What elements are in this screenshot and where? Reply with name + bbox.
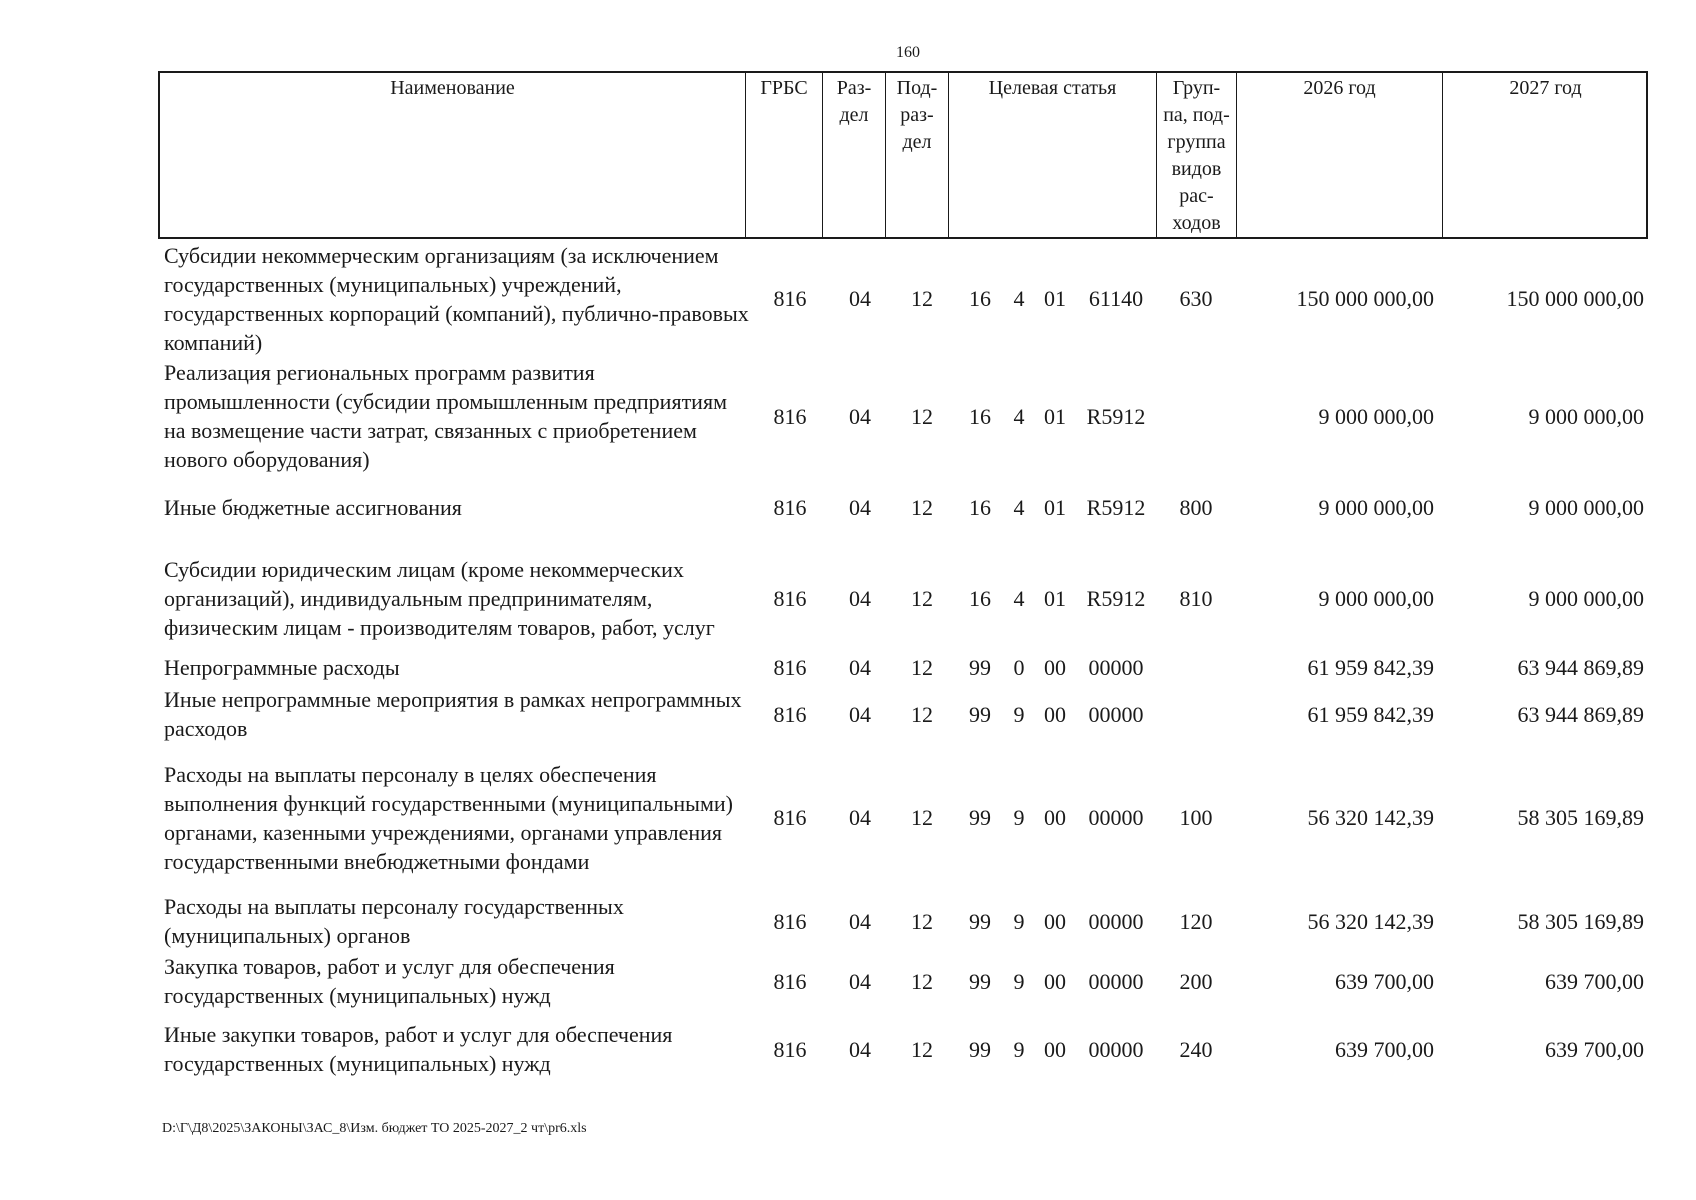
row-name-cell: Расходы на выплаты персоналу в целях обеспечения выполнения функций государственными (муниципальными) органами, казенными учреждениями, органами управления государственными внебюджетными фондами bbox=[164, 761, 733, 874]
row-name-cell: Непрограммные расходы bbox=[164, 654, 400, 680]
target-program-cell: 16 bbox=[969, 585, 991, 611]
razdel-cell: 04 bbox=[849, 654, 871, 680]
target-direction-cell: 00000 bbox=[1088, 1036, 1144, 1062]
target-subprogram-cell: 9 bbox=[1013, 701, 1025, 727]
target-event-cell: 00 bbox=[1044, 701, 1066, 727]
target-event-cell: 00 bbox=[1044, 908, 1066, 934]
amount-2027-cell: 9 000 000,00 bbox=[1528, 403, 1644, 429]
razdel-cell: 04 bbox=[849, 1036, 871, 1062]
amount-2027-cell: 9 000 000,00 bbox=[1528, 494, 1644, 520]
amount-2026-cell: 56 320 142,39 bbox=[1307, 805, 1434, 830]
table-row bbox=[158, 1020, 1648, 1078]
table-row bbox=[158, 539, 1648, 657]
expense-group-cell: 120 bbox=[1179, 908, 1213, 934]
amount-2026-cell: 9 000 000,00 bbox=[1318, 403, 1434, 429]
amount-2027-cell: 639 700,00 bbox=[1545, 968, 1644, 994]
target-direction-cell: 00000 bbox=[1088, 701, 1144, 727]
razdel-cell: 04 bbox=[849, 805, 871, 830]
table-row bbox=[158, 492, 1648, 522]
target-subprogram-cell: 4 bbox=[1013, 494, 1025, 520]
table-row bbox=[158, 652, 1648, 682]
row-name-cell: Реализация региональных программ развития промышленности (субсидии промышленным предприятиям на возмещение части затрат, связанных с приобретением нового оборудования) bbox=[164, 360, 727, 472]
expense-group-cell: 200 bbox=[1179, 968, 1213, 994]
razdel-cell: 04 bbox=[849, 494, 871, 520]
razdel-cell: 04 bbox=[849, 585, 871, 611]
amount-2026-cell: 150 000 000,00 bbox=[1296, 286, 1434, 311]
target-event-cell: 01 bbox=[1044, 585, 1066, 611]
expense-group-cell: 800 bbox=[1179, 494, 1213, 520]
podrazdel-cell: 12 bbox=[911, 968, 933, 994]
grbs-cell: 816 bbox=[773, 585, 807, 611]
grbs-cell: 816 bbox=[773, 1036, 807, 1062]
target-subprogram-cell: 9 bbox=[1013, 1036, 1025, 1062]
row-name-cell: Иные бюджетные ассигнования bbox=[164, 494, 462, 520]
row-name-cell: Расходы на выплаты персоналу государственных (муниципальных) органов bbox=[164, 894, 624, 948]
grbs-cell: 816 bbox=[773, 403, 807, 429]
target-direction-cell: R5912 bbox=[1086, 494, 1146, 520]
target-event-cell: 00 bbox=[1044, 1036, 1066, 1062]
row-name-cell: Иные непрограммные мероприятия в рамках непрограммных расходов bbox=[164, 687, 742, 741]
grbs-cell: 816 bbox=[773, 286, 807, 311]
target-program-cell: 16 bbox=[969, 403, 991, 429]
amount-2026-cell: 56 320 142,39 bbox=[1307, 908, 1434, 934]
amount-2027-cell: 639 700,00 bbox=[1545, 1036, 1644, 1062]
target-program-cell: 99 bbox=[969, 701, 991, 727]
target-event-cell: 01 bbox=[1044, 494, 1066, 520]
target-direction-cell: R5912 bbox=[1086, 403, 1146, 429]
razdel-cell: 04 bbox=[849, 908, 871, 934]
amount-2026-cell: 9 000 000,00 bbox=[1318, 494, 1434, 520]
target-program-cell: 16 bbox=[969, 494, 991, 520]
podrazdel-cell: 12 bbox=[911, 701, 933, 727]
amount-2026-cell: 639 700,00 bbox=[1335, 968, 1434, 994]
podrazdel-cell: 12 bbox=[911, 286, 933, 311]
grbs-cell: 816 bbox=[773, 494, 807, 520]
razdel-cell: 04 bbox=[849, 403, 871, 429]
target-program-cell: 99 bbox=[969, 654, 991, 680]
amount-2027-cell: 58 305 169,89 bbox=[1517, 805, 1644, 830]
table-row bbox=[158, 892, 1648, 950]
target-subprogram-cell: 9 bbox=[1013, 968, 1025, 994]
amount-2027-cell: 9 000 000,00 bbox=[1528, 585, 1644, 611]
amount-2026-cell: 61 959 842,39 bbox=[1307, 701, 1434, 727]
target-event-cell: 00 bbox=[1044, 968, 1066, 994]
expense-group-cell: 240 bbox=[1179, 1036, 1213, 1062]
table-row bbox=[158, 952, 1648, 1010]
target-direction-cell: 00000 bbox=[1088, 908, 1144, 934]
target-program-cell: 99 bbox=[969, 1036, 991, 1062]
target-subprogram-cell: 4 bbox=[1013, 286, 1025, 311]
header-target: Целевая статья bbox=[948, 73, 1156, 237]
table-row bbox=[158, 685, 1648, 743]
target-event-cell: 01 bbox=[1044, 403, 1066, 429]
amount-2026-cell: 61 959 842,39 bbox=[1307, 654, 1434, 680]
target-program-cell: 16 bbox=[969, 286, 991, 311]
footer-file-path: D:\Г\Д8\2025\ЗАКОНЫ\ЗАС_8\Изм. бюджет ТО 2025-2027_2 чт\pr6.xls bbox=[162, 1121, 587, 1136]
header-razdel: Раз- дел bbox=[822, 73, 885, 237]
amount-2027-cell: 150 000 000,00 bbox=[1506, 286, 1644, 311]
podrazdel-cell: 12 bbox=[911, 1036, 933, 1062]
expense-group-cell: 100 bbox=[1179, 805, 1213, 830]
target-direction-cell: 00000 bbox=[1088, 805, 1144, 830]
grbs-cell: 816 bbox=[773, 908, 807, 934]
target-program-cell: 99 bbox=[969, 908, 991, 934]
target-event-cell: 00 bbox=[1044, 805, 1066, 830]
header-2026: 2026 год bbox=[1236, 73, 1442, 237]
razdel-cell: 04 bbox=[849, 286, 871, 311]
target-subprogram-cell: 9 bbox=[1013, 805, 1025, 830]
expense-group-cell bbox=[1156, 685, 1236, 743]
podrazdel-cell: 12 bbox=[911, 403, 933, 429]
target-subprogram-cell: 0 bbox=[1013, 654, 1025, 680]
grbs-cell: 816 bbox=[773, 701, 807, 727]
row-name-cell: Субсидии некоммерческим организациям (за исключением государственных (муниципальных) учреждений, государственных корпораций (компаний), публично-правовых компаний) bbox=[164, 242, 749, 355]
expense-group-cell bbox=[1156, 652, 1236, 682]
header-2027: 2027 год bbox=[1442, 73, 1648, 237]
amount-2027-cell: 58 305 169,89 bbox=[1517, 908, 1644, 934]
podrazdel-cell: 12 bbox=[911, 908, 933, 934]
target-direction-cell: 00000 bbox=[1088, 968, 1144, 994]
amount-2027-cell: 63 944 869,89 bbox=[1517, 701, 1644, 727]
header-group: Груп- па, под- группа видов рас- ходов bbox=[1156, 73, 1236, 237]
target-subprogram-cell: 4 bbox=[1013, 403, 1025, 429]
podrazdel-cell: 12 bbox=[911, 654, 933, 680]
page-number: 160 bbox=[896, 44, 920, 61]
target-subprogram-cell: 9 bbox=[1013, 908, 1025, 934]
amount-2027-cell: 63 944 869,89 bbox=[1517, 654, 1644, 680]
row-name-cell: Закупка товаров, работ и услуг для обеспечения государственных (муниципальных) нужд bbox=[164, 954, 615, 1008]
expense-group-cell: 810 bbox=[1179, 585, 1213, 611]
target-direction-cell: 61140 bbox=[1088, 286, 1144, 311]
amount-2026-cell: 9 000 000,00 bbox=[1318, 585, 1434, 611]
target-program-cell: 99 bbox=[969, 968, 991, 994]
table-row bbox=[158, 240, 1648, 357]
target-event-cell: 00 bbox=[1044, 654, 1066, 680]
grbs-cell: 816 bbox=[773, 805, 807, 830]
expense-group-cell: 630 bbox=[1179, 286, 1213, 311]
table-row bbox=[158, 357, 1648, 475]
header-name: Наименование bbox=[390, 77, 515, 99]
header-grbs: ГРБС bbox=[745, 73, 822, 237]
podrazdel-cell: 12 bbox=[911, 585, 933, 611]
target-event-cell: 01 bbox=[1044, 286, 1066, 311]
amount-2026-cell: 639 700,00 bbox=[1335, 1036, 1434, 1062]
target-direction-cell: R5912 bbox=[1086, 585, 1146, 611]
razdel-cell: 04 bbox=[849, 701, 871, 727]
table-header bbox=[158, 71, 1648, 239]
grbs-cell: 816 bbox=[773, 654, 807, 680]
grbs-cell: 816 bbox=[773, 968, 807, 994]
row-name-cell: Субсидии юридическим лицам (кроме некоммерческих организаций), индивидуальным предпринимателям, физическим лицам - производителям товаров, работ, услуг bbox=[164, 556, 715, 640]
expense-group-cell bbox=[1156, 357, 1236, 475]
razdel-cell: 04 bbox=[849, 968, 871, 994]
target-program-cell: 99 bbox=[969, 805, 991, 830]
table-row bbox=[158, 743, 1648, 892]
header-podrazdel: Под- раз- дел bbox=[885, 73, 948, 237]
target-direction-cell: 00000 bbox=[1088, 654, 1144, 680]
podrazdel-cell: 12 bbox=[911, 494, 933, 520]
target-subprogram-cell: 4 bbox=[1013, 585, 1025, 611]
podrazdel-cell: 12 bbox=[911, 805, 933, 830]
row-name-cell: Иные закупки товаров, работ и услуг для обеспечения государственных (муниципальных) нужд bbox=[164, 1022, 673, 1076]
